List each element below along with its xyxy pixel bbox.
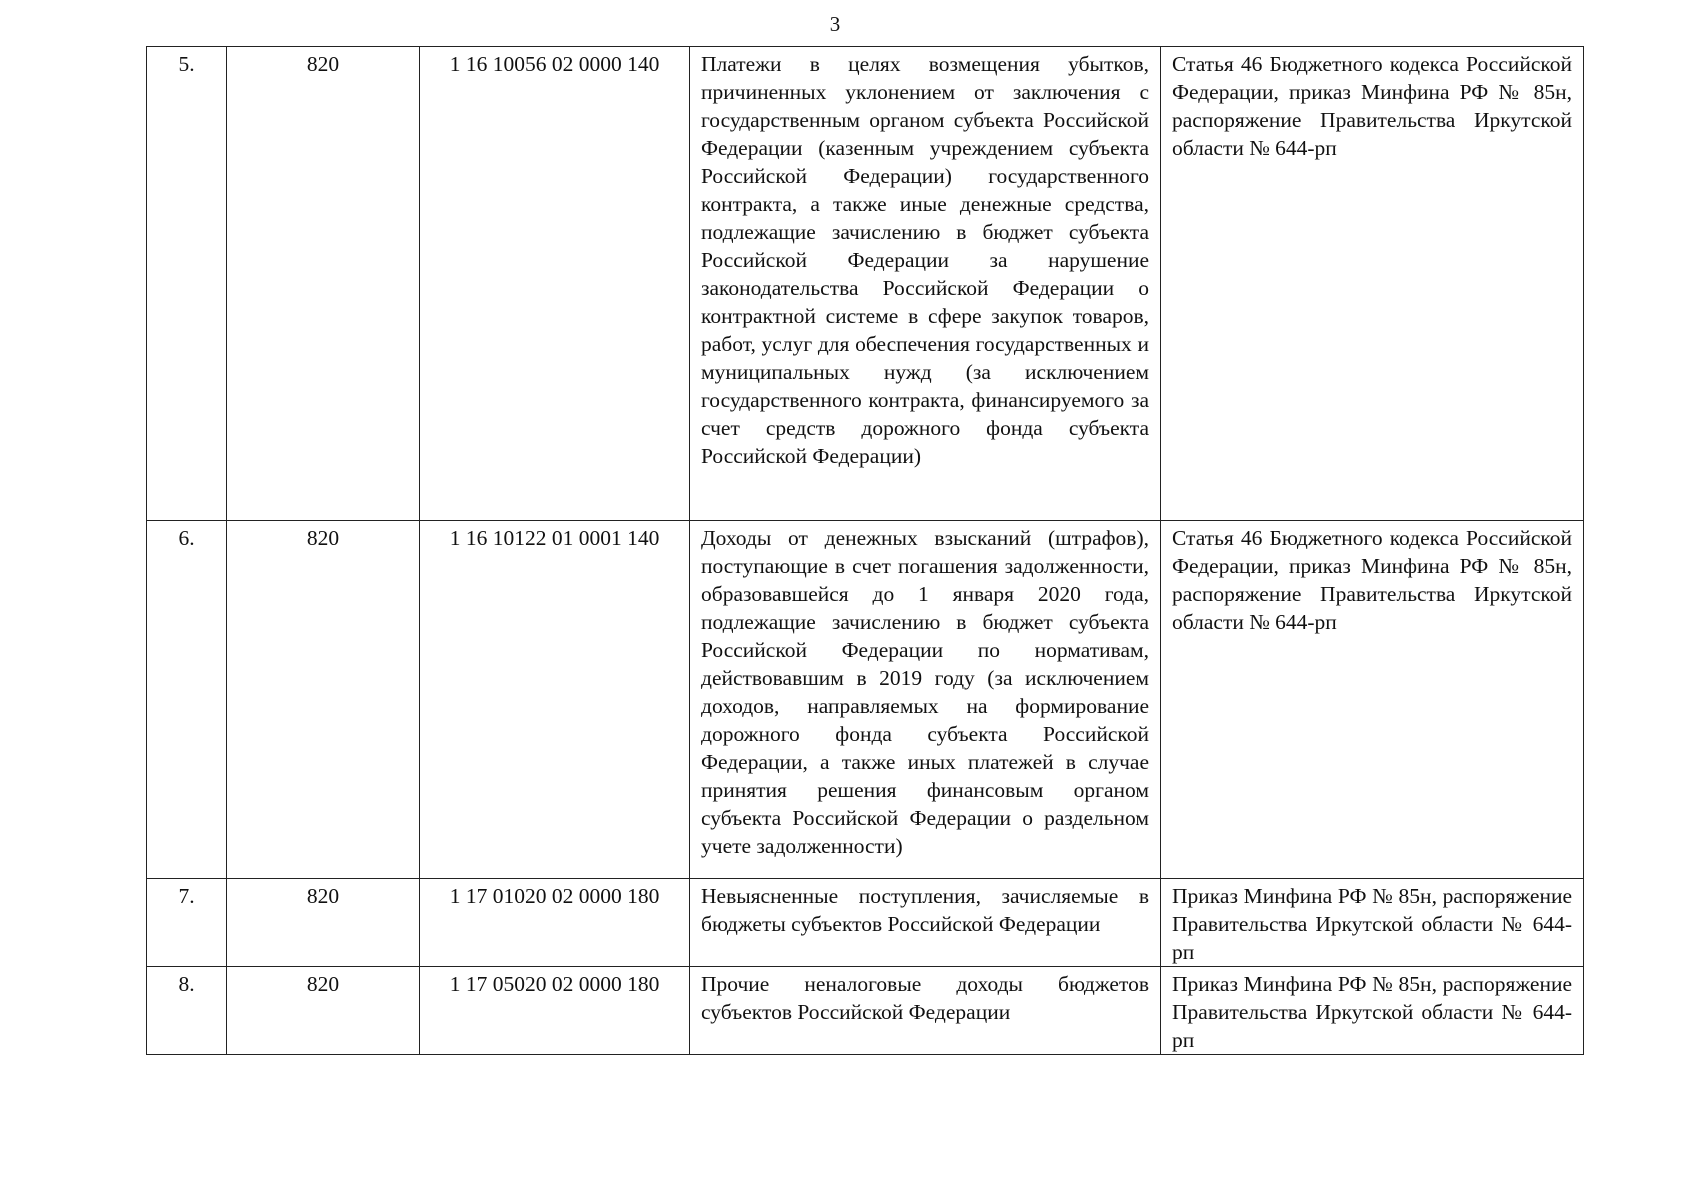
admin-code-cell: 820 — [227, 521, 420, 879]
table-row — [147, 521, 1584, 879]
row-number-cell: 7. — [147, 879, 227, 967]
legal-basis-cell: Статья 46 Бюджетного кодекса Российской Федерации, приказ Минфина РФ № 85н, распоряжение Правительства Иркутской области № 644-рп — [1161, 521, 1584, 879]
budget-code-cell: 1 17 01020 02 0000 180 — [420, 879, 690, 967]
revenue-name-cell: Платежи в целях возмещения убытков, причиненных уклонением от заключения с государственным органом субъекта Российской Федерации (казенным учреждением субъекта Российской Федерации) государственного контракта, а также иные денежные средства, подлежащие зачислению в бюджет субъекта Российской Федерации за нарушение законодательства Российской Федерации о контрактной системе в сфере закупок товаров, работ, услуг для обеспечения государственных и муниципальных нужд (за исключением государственного контракта, финансируемого за счет средств дорожного фонда субъекта Российской Федерации) — [690, 47, 1161, 521]
page-number: 3 — [829, 12, 841, 36]
legal-basis-cell: Приказ Минфина РФ № 85н, распоряжение Правительства Иркутской области № 644-рп — [1161, 967, 1584, 1055]
revenue-codes-table — [146, 46, 1584, 1055]
revenue-name-cell: Невыясненные поступления, зачисляемые в бюджеты субъектов Российской Федерации — [690, 879, 1161, 967]
row-number-cell: 5. — [147, 47, 227, 521]
legal-basis-cell: Приказ Минфина РФ № 85н, распоряжение Правительства Иркутской области № 644-рп — [1161, 879, 1584, 967]
admin-code-cell: 820 — [227, 47, 420, 521]
row-number-cell: 6. — [147, 521, 227, 879]
admin-code-cell: 820 — [227, 879, 420, 967]
budget-code-cell: 1 17 05020 02 0000 180 — [420, 967, 690, 1055]
admin-code-cell: 820 — [227, 967, 420, 1055]
table-row — [147, 47, 1584, 521]
row-number-cell: 8. — [147, 967, 227, 1055]
revenue-name-cell: Прочие неналоговые доходы бюджетов субъектов Российской Федерации — [690, 967, 1161, 1055]
table-row — [147, 879, 1584, 967]
table-row — [147, 967, 1584, 1055]
revenue-name-cell: Доходы от денежных взысканий (штрафов), поступающие в счет погашения задолженности, образовавшейся до 1 января 2020 года, подлежащие зачислению в бюджет субъекта Российской Федерации по нормативам, действовавшим в 2019 году (за исключением доходов, направляемых на формирование дорожного фонда субъекта Российской Федерации, а также иных платежей в случае принятия решения финансовым органом субъекта Российской Федерации о раздельном учете задолженности) — [690, 521, 1161, 879]
budget-code-cell: 1 16 10122 01 0001 140 — [420, 521, 690, 879]
legal-basis-cell: Статья 46 Бюджетного кодекса Российской Федерации, приказ Минфина РФ № 85н, распоряжение Правительства Иркутской области № 644-рп — [1161, 47, 1584, 521]
budget-code-cell: 1 16 10056 02 0000 140 — [420, 47, 690, 521]
